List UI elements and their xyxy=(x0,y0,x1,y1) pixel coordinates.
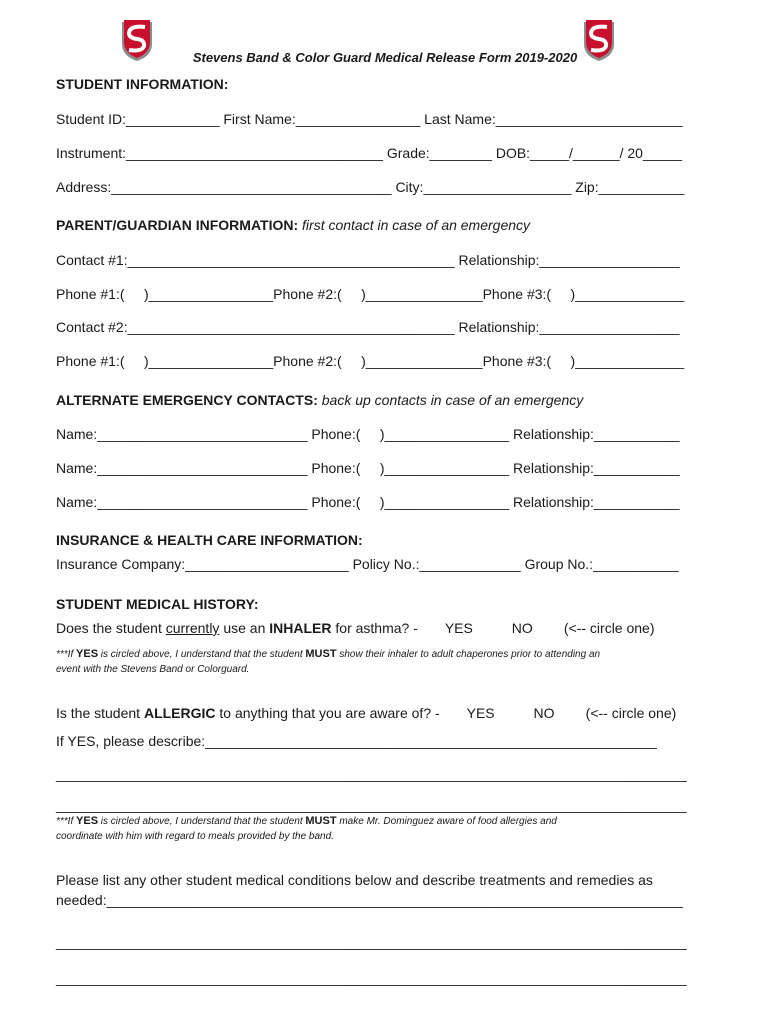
student-info-heading: STUDENT INFORMATION: xyxy=(56,76,229,92)
alternate-contact-row[interactable]: Name:___________________________ Phone:( )________________ Relationship:___________ xyxy=(56,494,680,510)
inhaler-question[interactable]: Does the student currently use an INHALER for asthma? - YES NO (<-- circle one) xyxy=(56,620,655,636)
allergy-blank-line[interactable]: _________________________________________________________________________________ xyxy=(56,766,687,782)
other-conditions-blank-line[interactable]: _________________________________________________________________________________ xyxy=(56,970,687,986)
instrument-grade-dob-line[interactable]: Instrument:_________________________________ Grade:________ DOB:_____/______/ 20_____ xyxy=(56,145,682,161)
address-city-zip-line[interactable]: Address:____________________________________ City:___________________ Zip:___________ xyxy=(56,179,685,195)
allergy-question[interactable]: Is the student ALLERGIC to anything that you are aware of? - YES NO (<-- circle one) xyxy=(56,705,677,721)
alternate-contacts-heading: ALTERNATE EMERGENCY CONTACTS: back up contacts in case of an emergency xyxy=(56,392,584,408)
medical-history-heading: STUDENT MEDICAL HISTORY: xyxy=(56,596,259,612)
inhaler-note-continued: event with the Stevens Band or Colorguard. xyxy=(56,664,250,675)
allergy-note-continued: coordinate with him with regard to meals provided by the band. xyxy=(56,831,334,842)
contact-2-line[interactable]: Contact #2:__________________________________________ Relationship:__________________ xyxy=(56,319,680,335)
other-conditions-question: Please list any other student medical conditions below and describe treatments and remedies as xyxy=(56,872,653,888)
allergy-describe-line[interactable]: If YES, please describe:__________________________________________________________ xyxy=(56,733,657,749)
contact-2-phones-line[interactable]: Phone #1:( )________________Phone #2:( )_______________Phone #3:( )______________ xyxy=(56,353,685,369)
form-title: Stevens Band & Color Guard Medical Release Form 2019-2020 xyxy=(192,50,578,65)
allergy-blank-line[interactable]: _________________________________________________________________________________ xyxy=(56,797,687,813)
insurance-line[interactable]: Insurance Company:_____________________ Policy No.:_____________ Group No.:___________ xyxy=(56,556,679,572)
contact-1-line[interactable]: Contact #1:__________________________________________ Relationship:__________________ xyxy=(56,252,680,268)
allergy-note: ***If YES is circled above, I understand that the student MUST make Mr. Dominguez aware of food allergies and xyxy=(56,815,557,827)
parent-info-heading: PARENT/GUARDIAN INFORMATION: first contact in case of an emergency xyxy=(56,217,531,233)
contact-1-phones-line[interactable]: Phone #1:( )________________Phone #2:( )_______________Phone #3:( )______________ xyxy=(56,286,685,302)
insurance-heading: INSURANCE & HEALTH CARE INFORMATION: xyxy=(56,532,363,548)
alternate-contact-row[interactable]: Name:___________________________ Phone:( )________________ Relationship:___________ xyxy=(56,460,680,476)
other-conditions-blank-line[interactable]: _________________________________________________________________________________ xyxy=(56,934,687,950)
alternate-contact-row[interactable]: Name:___________________________ Phone:( )________________ Relationship:___________ xyxy=(56,426,680,442)
inhaler-note: ***If YES is circled above, I understand that the student MUST show their inhaler to adult chaperones prior to attending an xyxy=(56,648,601,660)
other-conditions-needed-line[interactable]: needed:__________________________________________________________________________ xyxy=(56,892,683,908)
student-id-name-line[interactable]: Student ID:____________ First Name:________________ Last Name:________________________ xyxy=(56,111,683,127)
